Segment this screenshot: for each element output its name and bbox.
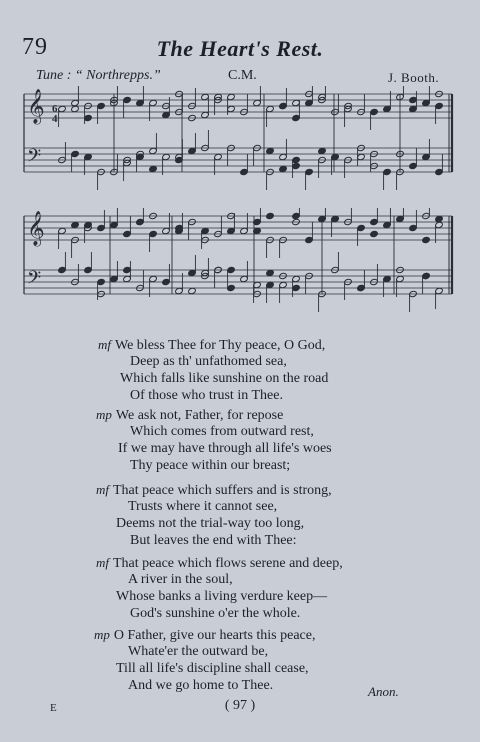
- time-signature: 6: [52, 103, 58, 115]
- verse-line-text: That peace which suffers and is strong,: [113, 483, 332, 498]
- verse-line: [98, 336, 325, 354]
- treble-note: [136, 218, 144, 225]
- treble-note: [279, 102, 287, 109]
- treble-note: [435, 215, 443, 222]
- verse-line-text: We ask not, Father, for repose: [115, 408, 284, 423]
- verse-line: God's sunshine o'er the whole.: [130, 606, 301, 621]
- verse-line: Which falls like sunshine on the road: [120, 371, 329, 386]
- composer: J. Booth.: [388, 70, 440, 85]
- verse-line: Whose banks a living verdure keep—: [116, 589, 328, 604]
- treble-note: [370, 230, 378, 237]
- verse-line: [96, 554, 343, 572]
- bass-clef-icon: 𝄢: [27, 268, 42, 293]
- verse-line: Deems not the trial-way too long,: [116, 516, 305, 531]
- bass-staff: [24, 270, 452, 294]
- dynamic-marking: mf: [96, 555, 109, 570]
- verse-line: Whate'er the outward be,: [128, 644, 269, 659]
- verse-line-text: That peace which flows serene and deep,: [113, 556, 343, 571]
- verse-line: [96, 481, 332, 499]
- bass-note: [266, 269, 274, 276]
- bass-note: [357, 284, 365, 291]
- verse-line: Till all life's discipline shall cease,: [116, 661, 309, 676]
- treble-clef-icon: 𝄞: [27, 89, 45, 124]
- dynamic-marking: mf: [96, 482, 109, 497]
- verse-line: A river in the soul,: [128, 572, 233, 587]
- dynamic-marking: mf: [98, 337, 111, 352]
- treble-note: [71, 105, 79, 112]
- music-score-system-1: [22, 86, 456, 196]
- bass-note: [149, 165, 157, 172]
- verse-line: And we go home to Thee.: [128, 678, 274, 693]
- treble-note: [266, 212, 274, 219]
- verse-line-text: O Father, give our hearts this peace,: [113, 628, 316, 643]
- dynamic-marking: mp: [96, 407, 112, 422]
- bass-note: [318, 147, 326, 154]
- meter: C.M.: [228, 68, 257, 83]
- treble-note: [71, 221, 79, 228]
- verse-line: Of those who trust in Thee.: [130, 388, 283, 403]
- verse-line: [96, 406, 283, 424]
- tune-name: Tune : “ Northrepps.”: [36, 68, 161, 83]
- music-score-system-2: [22, 208, 456, 316]
- verse-line: Deep as th' unfathomed sea,: [130, 354, 287, 369]
- time-signature: 4: [52, 113, 58, 125]
- verse-line-text: We bless Thee for Thy peace, O God,: [115, 338, 326, 353]
- treble-note: [331, 215, 339, 222]
- bass-note: [279, 165, 287, 172]
- verse-line: If we may have through all life's woes: [118, 441, 332, 456]
- verse-line: Thy peace within our breast;: [130, 458, 291, 473]
- author-attribution: Anon.: [368, 684, 399, 699]
- hymn-number: 79: [22, 34, 48, 60]
- treble-clef-icon: 𝄞: [27, 211, 45, 246]
- signature-mark: E: [50, 702, 57, 714]
- verse-line: Trusts where it cannot see,: [128, 499, 278, 514]
- bass-note: [266, 147, 274, 154]
- treble-note: [422, 236, 430, 243]
- verse-line: [94, 626, 315, 644]
- dynamic-marking: mp: [94, 627, 110, 642]
- page-number: ( 97 ): [224, 698, 256, 713]
- verse-line: But leaves the end with Thee:: [130, 533, 297, 548]
- hymn-title: The Heart's Rest.: [156, 36, 324, 61]
- bass-clef-icon: 𝄢: [27, 146, 42, 171]
- verse-line: Which comes from outward rest,: [130, 424, 314, 439]
- bass-note: [188, 287, 196, 294]
